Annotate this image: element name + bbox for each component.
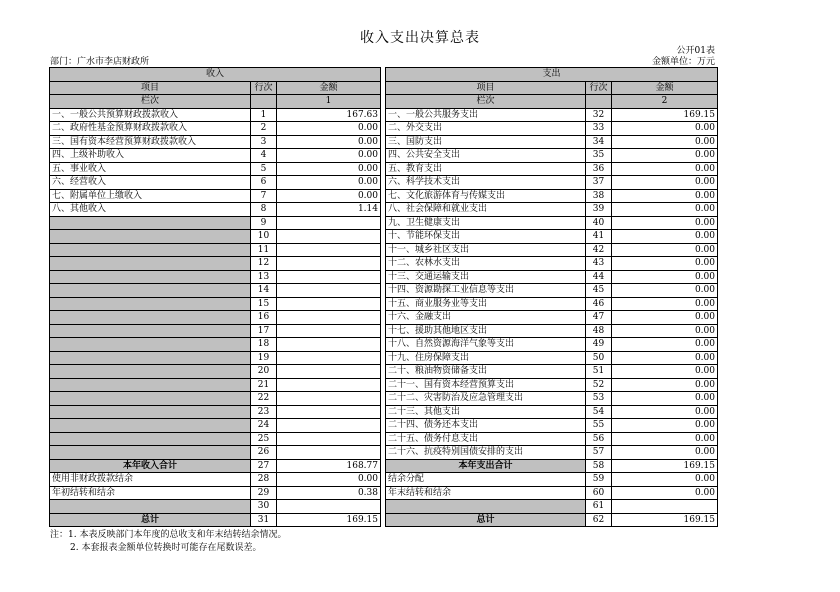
table-row	[50, 392, 718, 406]
expense-header: 支出	[386, 68, 718, 82]
expense-line-cell: 45	[586, 284, 612, 298]
income-amount-cell: 0.38	[277, 486, 381, 500]
expense-line-cell: 44	[586, 270, 612, 284]
income-amount-cell	[277, 216, 381, 230]
income-item-cell	[50, 284, 251, 298]
expense-item-cell: 二十六、抗疫特别国债安排的支出	[386, 446, 586, 460]
table-row	[50, 405, 718, 419]
expense-line-cell: 60	[586, 486, 612, 500]
table-row	[50, 473, 718, 487]
expense-line-cell: 58	[586, 459, 612, 473]
expense-amount-cell: 169.15	[612, 108, 718, 122]
income-item-cell	[50, 365, 251, 379]
income-item-cell: 五、事业收入	[50, 162, 251, 176]
table-row	[50, 324, 718, 338]
table-row	[50, 243, 718, 257]
income-item-cell	[50, 324, 251, 338]
expense-item-cell: 十二、农林水支出	[386, 257, 586, 271]
income-line-cell: 26	[251, 446, 277, 460]
note-1: 注：1. 本表反映部门本年度的总收支和年末结转结余情况。	[50, 530, 287, 540]
expense-amount-cell: 0.00	[612, 257, 718, 271]
table-row	[50, 257, 718, 271]
income-item-cell: 一、一般公共预算财政拨款收入	[50, 108, 251, 122]
table-row	[50, 122, 718, 136]
expense-item-cell: 结余分配	[386, 473, 586, 487]
income-item-cell	[50, 297, 251, 311]
income-line-cell: 28	[251, 473, 277, 487]
income-amount-cell	[277, 338, 381, 352]
income-line-cell: 22	[251, 392, 277, 406]
expense-amount-cell: 0.00	[612, 189, 718, 203]
expense-amount-cell: 0.00	[612, 230, 718, 244]
income-item-header: 项目	[50, 81, 251, 95]
income-line-cell: 16	[251, 311, 277, 325]
table-row	[50, 149, 718, 163]
income-amount-cell: 167.63	[277, 108, 381, 122]
expense-item-cell: 五、教育支出	[386, 162, 586, 176]
expense-item-cell: 一、一般公共服务支出	[386, 108, 586, 122]
income-item-cell: 四、上级补助收入	[50, 149, 251, 163]
income-line-cell: 20	[251, 365, 277, 379]
expense-line-cell: 41	[586, 230, 612, 244]
expense-amount-cell: 0.00	[612, 149, 718, 163]
income-item-cell	[50, 446, 251, 460]
income-item-cell	[50, 500, 251, 514]
income-amount-cell	[277, 351, 381, 365]
expense-line-cell: 38	[586, 189, 612, 203]
table-row	[50, 230, 718, 244]
table-row	[50, 419, 718, 433]
expense-lanci-label: 栏次	[386, 95, 586, 109]
expense-item-cell: 二十一、国有资本经营预算支出	[386, 378, 586, 392]
expense-item-cell: 十八、自然资源海洋气象等支出	[386, 338, 586, 352]
expense-line-cell: 40	[586, 216, 612, 230]
expense-line-cell: 32	[586, 108, 612, 122]
income-amount-cell	[277, 405, 381, 419]
expense-amount-cell: 0.00	[612, 419, 718, 433]
income-item-cell	[50, 405, 251, 419]
income-amount-cell	[277, 311, 381, 325]
expense-line-cell: 52	[586, 378, 612, 392]
table-row	[50, 486, 718, 500]
income-item-cell: 八、其他收入	[50, 203, 251, 217]
expense-line-cell: 34	[586, 135, 612, 149]
income-item-cell: 二、政府性基金预算财政拨款收入	[50, 122, 251, 136]
income-item-cell	[50, 257, 251, 271]
table-row	[50, 176, 718, 190]
income-line-cell: 19	[251, 351, 277, 365]
income-line-cell: 3	[251, 135, 277, 149]
income-line-cell: 23	[251, 405, 277, 419]
expense-line-cell: 47	[586, 311, 612, 325]
expense-item-cell: 十一、城乡社区支出	[386, 243, 586, 257]
income-line-cell: 8	[251, 203, 277, 217]
income-line-cell: 27	[251, 459, 277, 473]
expense-item-cell: 十六、金融支出	[386, 311, 586, 325]
unit-label: 金额单位：万元	[651, 57, 715, 67]
income-item-cell: 本年收入合计	[50, 459, 251, 473]
expense-item-cell: 十三、交通运输支出	[386, 270, 586, 284]
income-column-number: 1	[277, 95, 381, 109]
income-item-cell	[50, 378, 251, 392]
expense-line-cell: 59	[586, 473, 612, 487]
income-amount-cell	[277, 297, 381, 311]
income-line-cell: 6	[251, 176, 277, 190]
income-item-cell: 三、国有资本经营预算财政拨款收入	[50, 135, 251, 149]
income-item-cell	[50, 243, 251, 257]
income-line-cell: 2	[251, 122, 277, 136]
income-item-cell	[50, 216, 251, 230]
expense-item-cell: 四、公共安全支出	[386, 149, 586, 163]
income-line-cell: 31	[251, 513, 277, 527]
table-row	[50, 446, 718, 460]
table-row	[50, 284, 718, 298]
expense-item-cell: 二十四、债务还本支出	[386, 419, 586, 433]
column-number-row	[50, 95, 718, 109]
income-amount-cell	[277, 446, 381, 460]
income-amount-cell	[277, 324, 381, 338]
expense-item-cell: 二十、粮油物资储备支出	[386, 365, 586, 379]
expense-column-number: 2	[612, 95, 718, 109]
income-line-cell: 9	[251, 216, 277, 230]
expense-item-cell: 二十三、其他支出	[386, 405, 586, 419]
expense-line-cell: 33	[586, 122, 612, 136]
expense-item-cell: 二十五、债务付息支出	[386, 432, 586, 446]
expense-line-cell: 50	[586, 351, 612, 365]
income-amount-cell	[277, 378, 381, 392]
expense-item-cell: 二十二、灾害防治及应急管理支出	[386, 392, 586, 406]
expense-item-cell: 十、节能环保支出	[386, 230, 586, 244]
expense-amount-cell: 169.15	[612, 513, 718, 527]
income-line-cell: 15	[251, 297, 277, 311]
expense-line-cell: 39	[586, 203, 612, 217]
income-line-cell: 5	[251, 162, 277, 176]
income-line-cell: 17	[251, 324, 277, 338]
table-row	[50, 270, 718, 284]
income-line-cell: 11	[251, 243, 277, 257]
expense-item-cell: 总计	[386, 513, 586, 527]
expense-amount-cell: 0.00	[612, 392, 718, 406]
expense-item-cell	[386, 500, 586, 514]
expense-amount-cell: 0.00	[612, 378, 718, 392]
expense-item-cell: 八、社会保障和就业支出	[386, 203, 586, 217]
table-row	[50, 311, 718, 325]
income-amount-cell	[277, 230, 381, 244]
expense-amount-cell: 0.00	[612, 162, 718, 176]
income-amount-cell: 0.00	[277, 149, 381, 163]
expense-item-cell: 十七、援助其他地区支出	[386, 324, 586, 338]
expense-item-cell: 二、外交支出	[386, 122, 586, 136]
department-label: 部门：广水市李店财政所	[50, 57, 150, 67]
expense-item-cell: 年末结转和结余	[386, 486, 586, 500]
income-line-header: 行次	[251, 81, 277, 95]
expense-amount-cell: 0.00	[612, 338, 718, 352]
income-item-cell: 六、经营收入	[50, 176, 251, 190]
income-amount-cell	[277, 432, 381, 446]
income-item-cell	[50, 351, 251, 365]
expense-amount-cell: 0.00	[612, 432, 718, 446]
section-header-row	[50, 68, 718, 82]
footnotes	[50, 529, 286, 555]
expense-item-cell: 十五、商业服务业等支出	[386, 297, 586, 311]
table-row	[50, 513, 718, 527]
income-amount-cell	[277, 270, 381, 284]
expense-line-cell: 55	[586, 419, 612, 433]
expense-amount-cell: 0.00	[612, 405, 718, 419]
table-row	[50, 297, 718, 311]
income-item-cell	[50, 419, 251, 433]
income-item-cell	[50, 270, 251, 284]
expense-amount-cell: 0.00	[612, 243, 718, 257]
table-row	[50, 459, 718, 473]
form-number: 公开01表	[676, 46, 715, 56]
income-amount-cell	[277, 392, 381, 406]
expense-line-cell: 61	[586, 500, 612, 514]
income-line-cell: 4	[251, 149, 277, 163]
expense-line-cell: 57	[586, 446, 612, 460]
expense-item-cell: 七、文化旅游体育与传媒支出	[386, 189, 586, 203]
expense-amount-cell: 0.00	[612, 135, 718, 149]
expense-item-cell: 九、卫生健康支出	[386, 216, 586, 230]
income-line-cell: 24	[251, 419, 277, 433]
expense-amount-cell: 0.00	[612, 473, 718, 487]
table-row	[50, 351, 718, 365]
income-line-cell: 14	[251, 284, 277, 298]
income-line-cell: 7	[251, 189, 277, 203]
expense-amount-header: 金额	[612, 81, 718, 95]
expense-amount-cell: 0.00	[612, 203, 718, 217]
expense-line-cell: 49	[586, 338, 612, 352]
income-item-cell: 年初结转和结余	[50, 486, 251, 500]
income-amount-cell	[277, 284, 381, 298]
income-line-cell: 25	[251, 432, 277, 446]
income-amount-cell: 1.14	[277, 203, 381, 217]
expense-line-cell: 36	[586, 162, 612, 176]
expense-item-cell: 六、科学技术支出	[386, 176, 586, 190]
expense-line-cell: 43	[586, 257, 612, 271]
expense-item-cell: 十九、住房保障支出	[386, 351, 586, 365]
income-header: 收入	[50, 68, 381, 82]
table-row	[50, 432, 718, 446]
expense-item-header: 项目	[386, 81, 586, 95]
expense-amount-cell: 0.00	[612, 270, 718, 284]
income-item-cell	[50, 311, 251, 325]
income-item-cell: 总计	[50, 513, 251, 527]
expense-amount-cell: 0.00	[612, 216, 718, 230]
expense-item-cell: 十四、资源勘探工业信息等支出	[386, 284, 586, 298]
income-amount-cell: 0.00	[277, 135, 381, 149]
table-row	[50, 135, 718, 149]
expense-amount-cell: 0.00	[612, 365, 718, 379]
expense-line-cell: 46	[586, 297, 612, 311]
income-amount-cell: 168.77	[277, 459, 381, 473]
page-title: 收入支出决算总表	[360, 30, 480, 46]
expense-amount-cell: 0.00	[612, 446, 718, 460]
income-amount-header: 金额	[277, 81, 381, 95]
expense-line-cell: 51	[586, 365, 612, 379]
income-line-cell: 12	[251, 257, 277, 271]
income-item-cell: 使用非财政拨款结余	[50, 473, 251, 487]
expense-line-cell: 37	[586, 176, 612, 190]
expense-item-cell: 三、国防支出	[386, 135, 586, 149]
income-lanci-label: 栏次	[50, 95, 251, 109]
income-item-cell: 七、附属单位上缴收入	[50, 189, 251, 203]
expense-line-cell: 35	[586, 149, 612, 163]
income-amount-cell	[277, 365, 381, 379]
expense-line-cell: 53	[586, 392, 612, 406]
income-amount-cell: 0.00	[277, 162, 381, 176]
income-line-cell: 10	[251, 230, 277, 244]
expense-amount-cell: 0.00	[612, 176, 718, 190]
income-line-cell: 1	[251, 108, 277, 122]
income-line-cell: 30	[251, 500, 277, 514]
income-item-cell	[50, 432, 251, 446]
expense-line-cell: 56	[586, 432, 612, 446]
table-row	[50, 500, 718, 514]
income-line-cell: 29	[251, 486, 277, 500]
income-line-cell: 13	[251, 270, 277, 284]
table-row	[50, 365, 718, 379]
expense-amount-cell: 0.00	[612, 351, 718, 365]
expense-line-cell: 48	[586, 324, 612, 338]
table-row	[50, 216, 718, 230]
income-amount-cell	[277, 243, 381, 257]
expense-amount-cell: 0.00	[612, 324, 718, 338]
expense-amount-cell: 169.15	[612, 459, 718, 473]
income-amount-cell	[277, 419, 381, 433]
table-row	[50, 338, 718, 352]
income-amount-cell	[277, 257, 381, 271]
income-amount-cell: 0.00	[277, 176, 381, 190]
expense-amount-cell: 0.00	[612, 486, 718, 500]
expense-item-cell: 本年支出合计	[386, 459, 586, 473]
table-row	[50, 378, 718, 392]
expense-amount-cell: 0.00	[612, 297, 718, 311]
expense-line-cell: 54	[586, 405, 612, 419]
summary-table	[49, 67, 718, 527]
income-amount-cell: 0.00	[277, 122, 381, 136]
expense-amount-cell	[612, 500, 718, 514]
income-amount-cell: 0.00	[277, 189, 381, 203]
note-2: 2. 本套报表金额单位转换时可能存在尾数误差。	[70, 543, 262, 553]
income-item-cell	[50, 338, 251, 352]
table-row	[50, 203, 718, 217]
table-row	[50, 189, 718, 203]
expense-amount-cell: 0.00	[612, 284, 718, 298]
income-line-cell: 18	[251, 338, 277, 352]
income-amount-cell: 0.00	[277, 473, 381, 487]
income-item-cell	[50, 230, 251, 244]
expense-line-cell: 42	[586, 243, 612, 257]
table-row	[50, 108, 718, 122]
column-header-row	[50, 81, 718, 95]
income-amount-cell	[277, 500, 381, 514]
table-row	[50, 162, 718, 176]
income-item-cell	[50, 392, 251, 406]
expense-amount-cell: 0.00	[612, 122, 718, 136]
expense-line-cell: 62	[586, 513, 612, 527]
income-line-cell: 21	[251, 378, 277, 392]
income-amount-cell: 169.15	[277, 513, 381, 527]
expense-line-header: 行次	[586, 81, 612, 95]
expense-amount-cell: 0.00	[612, 311, 718, 325]
